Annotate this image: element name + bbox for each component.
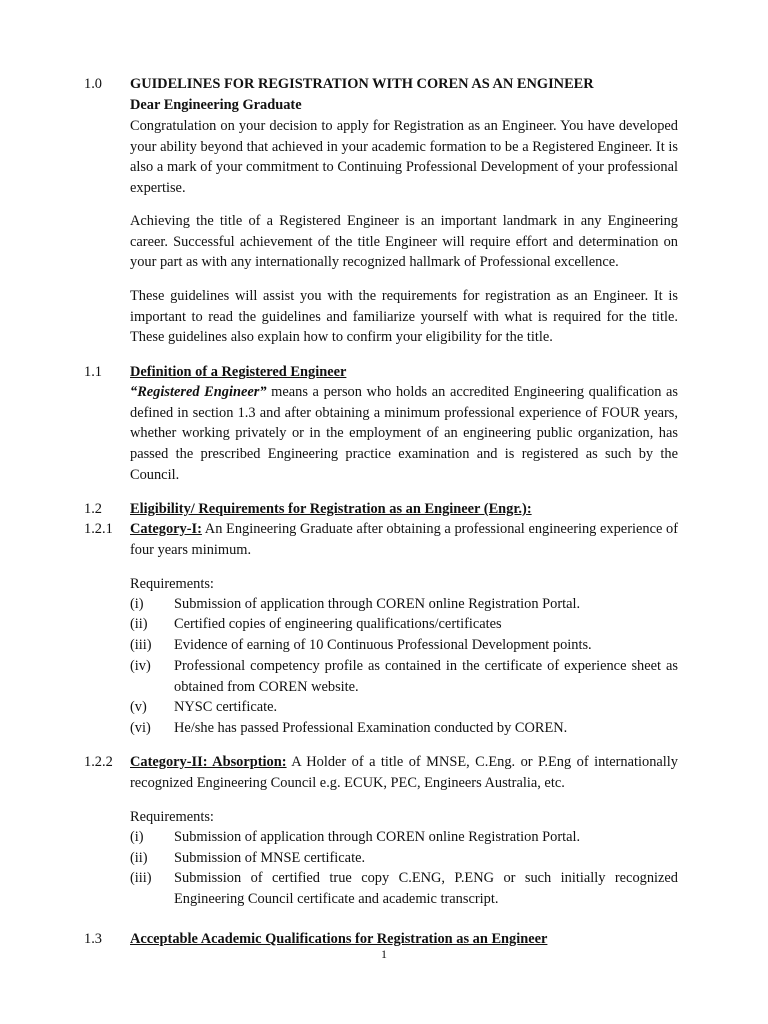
definition-paragraph: [130, 382, 678, 486]
definition-text: means a person who holds an accredited Engineering qualification as defined in section 1.3 and after obtaining a minimum professional experience of FOUR years, whether working privately or in the employment of an engineering public organization, has passed the prescribed Engineering practice examination and is registered as such by the Council.: [130, 384, 679, 483]
list-marker: (ii): [130, 850, 148, 866]
page-number: 1: [381, 947, 387, 961]
category-paragraph: [130, 752, 678, 793]
requirements-label: Requirements:: [130, 809, 214, 825]
list-text: Submission of certified true copy C.ENG, P.ENG or such initially recognized Engineering Council certificate and academic transcript.: [174, 870, 678, 907]
list-text: NYSC certificate.: [174, 699, 278, 715]
section-heading: Eligibility/ Requirements for Registration as an Engineer (Engr.):: [130, 501, 532, 517]
list-text: Professional competency profile as contained in the certificate of experience sheet as obtained from COREN website.: [174, 658, 678, 695]
list-marker: (iv): [130, 658, 151, 674]
category-label: Category-I:: [130, 521, 202, 537]
section-heading: Acceptable Academic Qualifications for Registration as an Engineer: [130, 931, 548, 947]
paragraph: These guidelines will assist you with the requirements for registration as an Engineer. It is important to read the guidelines and familiarize yourself with what is required for the title. These guidelines also explain how to confirm your eligibility for the title.: [130, 288, 678, 346]
list-marker: (i): [130, 596, 144, 612]
category-text: A Holder of a title of MNSE, C.Eng. or P.Eng of internationally recognized Engineering Council e.g. ECUK, PEC, Engineers Australia, etc.: [130, 754, 678, 791]
section-number: 1.0: [84, 76, 102, 92]
defined-term: “Registered Engineer”: [130, 384, 267, 400]
list-text: He/she has passed Professional Examination conducted by COREN.: [174, 720, 568, 736]
section-number: 1.2: [84, 501, 102, 517]
list-marker: (iii): [130, 870, 152, 886]
section-heading: GUIDELINES FOR REGISTRATION WITH COREN AS AN ENGINEER: [130, 76, 594, 92]
list-marker: (vi): [130, 720, 151, 736]
list-text: Submission of MNSE certificate.: [174, 850, 366, 866]
salutation: Dear Engineering Graduate: [130, 97, 302, 113]
section-number: 1.3: [84, 931, 102, 947]
list-text: Submission of application through COREN online Registration Portal.: [174, 596, 581, 612]
list-marker: (i): [130, 829, 144, 845]
section-number: 1.2.1: [84, 521, 113, 537]
list-marker: (ii): [130, 616, 148, 632]
paragraph: Achieving the title of a Registered Engineer is an important landmark in any Engineering career. Successful achievement of the title Engineer will require effort and determination on your part as with any internationally recognized hallmark of Professional excellence.: [130, 213, 678, 271]
category-paragraph: [130, 519, 678, 560]
section-heading: Definition of a Registered Engineer: [130, 364, 347, 380]
section-number: 1.1: [84, 364, 102, 380]
list-text: Evidence of earning of 10 Continuous Professional Development points.: [174, 637, 592, 653]
category-label: Category-II: Absorption:: [130, 754, 287, 770]
section-number: 1.2.2: [84, 754, 113, 770]
requirements-label: Requirements:: [130, 576, 214, 592]
list-text: Certified copies of engineering qualifications/certificates: [174, 616, 502, 632]
list-marker: (v): [130, 699, 147, 715]
list-text: Submission of application through COREN online Registration Portal.: [174, 829, 581, 845]
paragraph: Congratulation on your decision to apply for Registration as an Engineer. You have developed your ability beyond that achieved in your academic formation to be a Registered Engineer. It is also a mark of your commitment to Continuing Professional Development of your professional expertise.: [130, 118, 678, 197]
category-text: An Engineering Graduate after obtaining a professional engineering experience of four years minimum.: [130, 521, 678, 558]
list-marker: (iii): [130, 637, 152, 653]
